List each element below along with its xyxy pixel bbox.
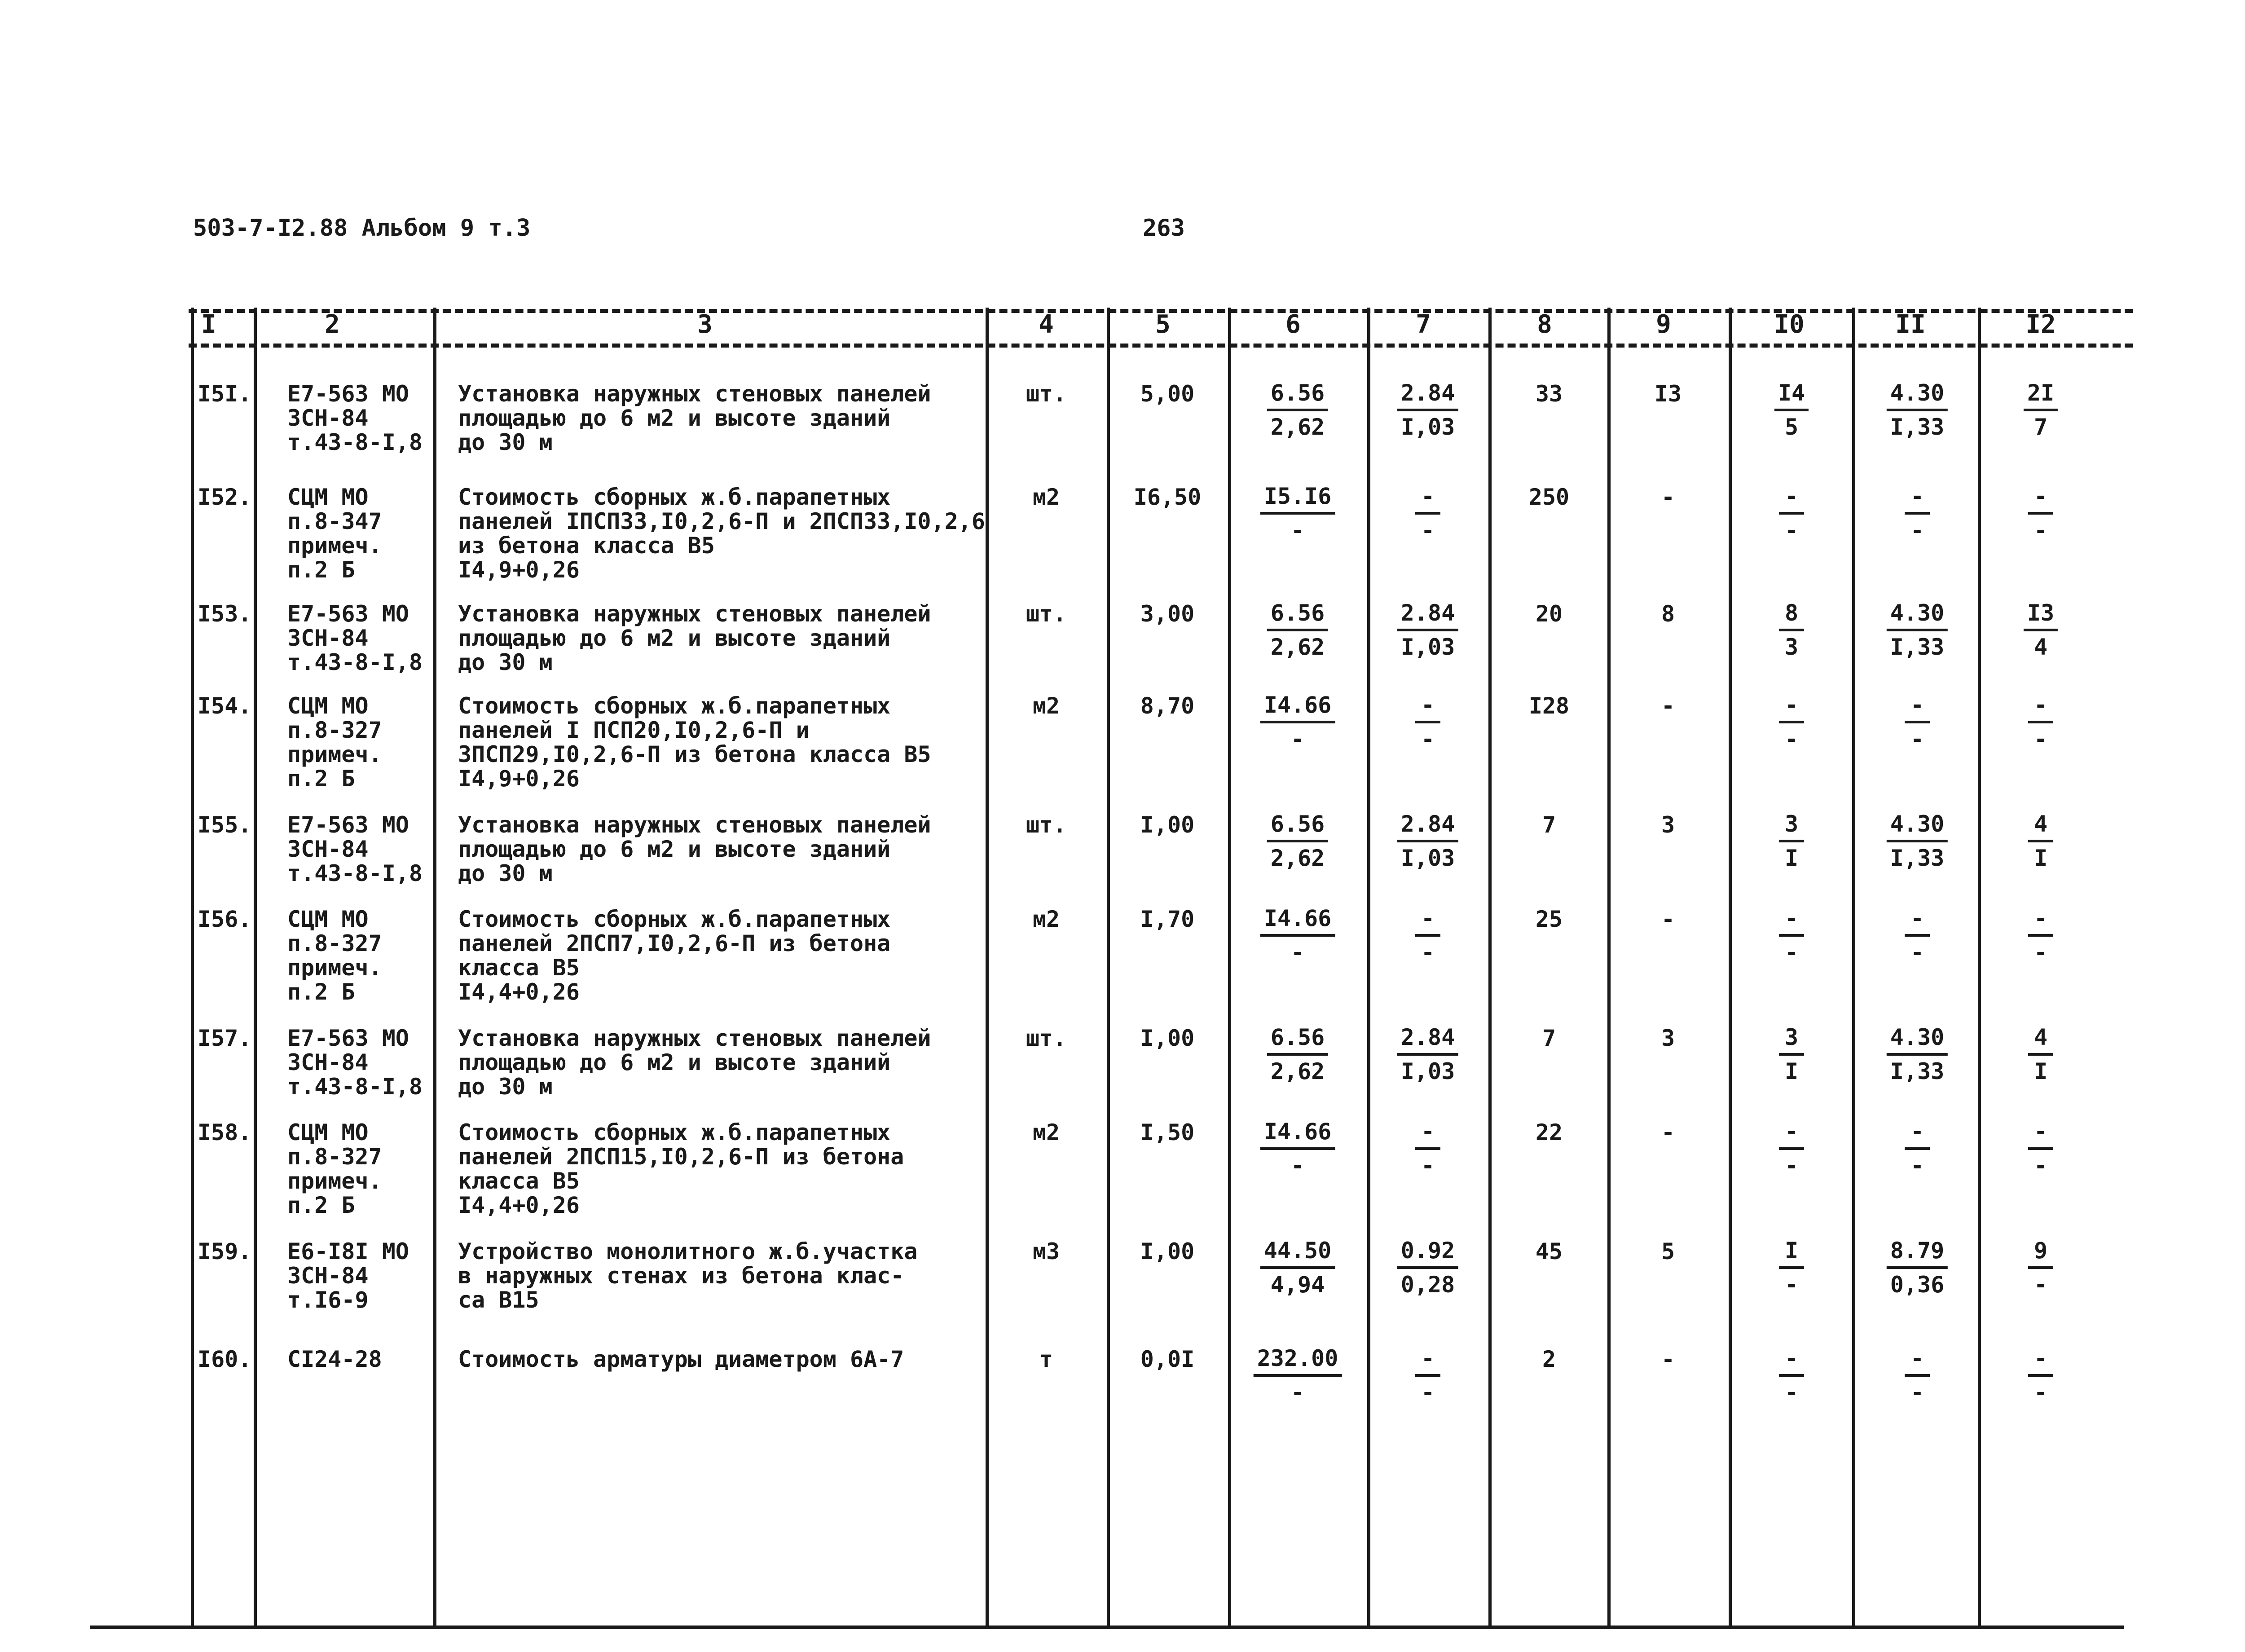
col10-value-top: 3 bbox=[1779, 1022, 1804, 1056]
col11-value-top: 8.79 bbox=[1887, 1235, 1948, 1269]
norm-code: СЦМ МО п.8-347 примеч. п.2 Б bbox=[287, 484, 382, 583]
col10-value-top: - bbox=[1779, 903, 1804, 937]
col6-value bbox=[1260, 689, 1335, 755]
col7-value-top: 0.92 bbox=[1397, 1235, 1458, 1269]
column-rule bbox=[1107, 308, 1110, 1628]
row-number: I52. bbox=[198, 484, 252, 510]
work-description: Установка наружных стеновых панелей площадью до 6 м2 и высоте зданий до 30 м bbox=[458, 1025, 931, 1100]
col12-value-top: - bbox=[2028, 903, 2053, 937]
col7-value-top: 2.84 bbox=[1397, 1022, 1458, 1056]
quantity: I,00 bbox=[1140, 1238, 1195, 1264]
col10-value bbox=[1774, 377, 1809, 443]
col9-value: 5 bbox=[1661, 1238, 1675, 1264]
col7-value-top: - bbox=[1415, 903, 1440, 937]
quantity: I,70 bbox=[1140, 906, 1195, 932]
col11-value-top: - bbox=[1905, 689, 1930, 723]
col6-value-top: I4.66 bbox=[1260, 903, 1335, 937]
unit: м2 bbox=[1032, 1119, 1060, 1145]
col12-value bbox=[2024, 597, 2058, 663]
col6-value bbox=[1267, 1022, 1328, 1087]
norm-code: Е7-563 МО ЗСН-84 т.43-8-I,8 bbox=[287, 812, 423, 886]
col8-value: I28 bbox=[1528, 693, 1570, 719]
row-number: I5I. bbox=[198, 381, 252, 407]
col10-value-bottom: I bbox=[1784, 845, 1799, 871]
unit: шт. bbox=[1026, 601, 1067, 627]
column-number: I0 bbox=[1774, 310, 1805, 339]
column-rule bbox=[1367, 308, 1370, 1628]
row-number: I57. bbox=[198, 1025, 252, 1051]
col6-value bbox=[1260, 903, 1335, 968]
col8-value: 33 bbox=[1535, 381, 1563, 407]
col11-value bbox=[1887, 1235, 1948, 1300]
col12-value-top: I3 bbox=[2024, 597, 2058, 631]
col10-value bbox=[1779, 808, 1804, 874]
col6-value-bottom: 2,62 bbox=[1270, 845, 1325, 871]
col11-value bbox=[1887, 597, 1948, 663]
unit: м2 bbox=[1032, 693, 1060, 719]
norm-code: Е7-563 МО ЗСН-84 т.43-8-I,8 bbox=[287, 1025, 423, 1100]
column-number: 8 bbox=[1537, 310, 1552, 339]
column-number: 3 bbox=[697, 310, 713, 339]
page-number: 263 bbox=[1143, 215, 1185, 242]
col12-value-bottom: - bbox=[2034, 1153, 2048, 1179]
col10-value-top: - bbox=[1779, 1116, 1804, 1150]
col11-value-top: - bbox=[1905, 903, 1930, 937]
col6-value-bottom: - bbox=[1290, 1153, 1305, 1179]
col7-value-bottom: - bbox=[1421, 1379, 1435, 1405]
col11-value-top: - bbox=[1905, 480, 1930, 515]
col10-value bbox=[1779, 1343, 1804, 1408]
column-rule bbox=[1607, 308, 1611, 1628]
col8-value: 20 bbox=[1535, 601, 1563, 627]
work-description: Устройство монолитного ж.б.участка в наружных стенах из бетона клас- са В15 bbox=[458, 1238, 918, 1313]
document-code: 503-7-I2.88 Альбом 9 т.3 bbox=[193, 215, 531, 242]
unit: шт. bbox=[1026, 381, 1067, 407]
col12-value bbox=[2028, 1235, 2053, 1300]
col6-value-top: 232.00 bbox=[1254, 1343, 1342, 1377]
col6-value-top: I4.66 bbox=[1260, 1116, 1335, 1150]
col11-value-bottom: 0,36 bbox=[1890, 1272, 1945, 1298]
col7-value-bottom: - bbox=[1421, 1153, 1435, 1179]
col7-value-top: - bbox=[1415, 689, 1440, 723]
col10-value-bottom: - bbox=[1784, 1379, 1799, 1405]
row-number: I56. bbox=[198, 906, 252, 932]
col7-value-top: - bbox=[1415, 480, 1440, 515]
col9-value: 3 bbox=[1661, 812, 1675, 838]
col10-value-top: - bbox=[1779, 689, 1804, 723]
col9-value: - bbox=[1661, 484, 1675, 510]
quantity: 0,0I bbox=[1140, 1346, 1195, 1372]
col10-value-top: 8 bbox=[1779, 597, 1804, 631]
col12-value-bottom: - bbox=[2034, 726, 2048, 752]
column-rule bbox=[1488, 308, 1492, 1628]
col6-value bbox=[1267, 808, 1328, 874]
col7-value-bottom: 0,28 bbox=[1400, 1272, 1455, 1298]
col9-value: 8 bbox=[1661, 601, 1675, 627]
work-description: Установка наружных стеновых панелей площадью до 6 м2 и высоте зданий до 30 м bbox=[458, 601, 931, 675]
col8-value: 25 bbox=[1535, 906, 1563, 932]
column-number: 4 bbox=[1039, 310, 1054, 339]
col12-value-bottom: I bbox=[2034, 1058, 2048, 1084]
work-description: Стоимость сборных ж.б.парапетных панелей IПСП33,I0,2,6-П и 2ПСП33,I0,2,6 из бетона класса В5 I4,9+0,26 bbox=[458, 484, 985, 583]
col12-value-bottom: I bbox=[2034, 845, 2048, 871]
col8-value: 45 bbox=[1535, 1238, 1563, 1264]
quantity: 8,70 bbox=[1140, 693, 1195, 719]
col7-value-top: - bbox=[1415, 1116, 1440, 1150]
col11-value bbox=[1905, 1343, 1930, 1408]
col12-value-top: - bbox=[2028, 1116, 2053, 1150]
col6-value-top: 6.56 bbox=[1267, 1022, 1328, 1056]
column-number: 2 bbox=[325, 310, 340, 339]
col12-value-top: 4 bbox=[2028, 808, 2053, 842]
col11-value-bottom: - bbox=[1910, 1379, 1924, 1405]
quantity: 3,00 bbox=[1140, 601, 1195, 627]
col6-value bbox=[1254, 1343, 1342, 1408]
col11-value-top: - bbox=[1905, 1343, 1930, 1377]
column-number: I bbox=[201, 310, 216, 339]
col6-value-bottom: 2,62 bbox=[1270, 634, 1325, 660]
col10-value-top: - bbox=[1779, 1343, 1804, 1377]
unit: м3 bbox=[1032, 1238, 1060, 1264]
col12-value bbox=[2028, 1116, 2053, 1181]
unit: т bbox=[1039, 1346, 1053, 1372]
col6-value-bottom: - bbox=[1290, 726, 1305, 752]
col10-value bbox=[1779, 1022, 1804, 1087]
col12-value-bottom: 4 bbox=[2034, 634, 2048, 660]
quantity: I,00 bbox=[1140, 812, 1195, 838]
col10-value-top: 3 bbox=[1779, 808, 1804, 842]
col11-value bbox=[1887, 377, 1948, 443]
work-description: Стоимость сборных ж.б.парапетных панелей 2ПСП7,I0,2,6-П из бетона класса В5 I4,4+0,26 bbox=[458, 906, 891, 1005]
col11-value bbox=[1905, 689, 1930, 755]
row-number: I55. bbox=[198, 812, 252, 838]
col11-value-bottom: I,33 bbox=[1890, 634, 1945, 660]
col10-value-bottom: - bbox=[1784, 1272, 1799, 1298]
column-rule bbox=[1228, 308, 1231, 1628]
quantity: I,00 bbox=[1140, 1025, 1195, 1051]
unit: м2 bbox=[1032, 906, 1060, 932]
col6-value bbox=[1267, 377, 1328, 443]
col11-value-bottom: - bbox=[1910, 1153, 1924, 1179]
col6-value-bottom: 4,94 bbox=[1270, 1272, 1325, 1298]
column-number: 5 bbox=[1155, 310, 1171, 339]
column-number: 7 bbox=[1416, 310, 1431, 339]
col11-value bbox=[1905, 480, 1930, 546]
col7-value bbox=[1415, 1116, 1440, 1181]
col10-value-top: - bbox=[1779, 480, 1804, 515]
col7-value-bottom: I,03 bbox=[1400, 634, 1455, 660]
norm-code: СЦМ МО п.8-327 примеч. п.2 Б bbox=[287, 906, 382, 1005]
column-number: II bbox=[1895, 310, 1926, 339]
unit: шт. bbox=[1026, 1025, 1067, 1051]
col8-value: 7 bbox=[1542, 1025, 1556, 1051]
col11-value-bottom: I,33 bbox=[1890, 1058, 1945, 1084]
col12-value bbox=[2028, 1022, 2053, 1087]
col7-value-top: 2.84 bbox=[1397, 808, 1458, 842]
col6-value-bottom: - bbox=[1290, 517, 1305, 543]
col11-value-top: 4.30 bbox=[1887, 597, 1948, 631]
col8-value: 250 bbox=[1528, 484, 1570, 510]
work-description: Стоимость сборных ж.б.парапетных панелей 2ПСП15,I0,2,6-П из бетона класса В5 I4,4+0,26 bbox=[458, 1119, 904, 1218]
col6-value-top: I4.66 bbox=[1260, 689, 1335, 723]
row-number: I53. bbox=[198, 601, 252, 627]
col10-value-top: I4 bbox=[1774, 377, 1809, 411]
col7-value-bottom: I,03 bbox=[1400, 845, 1455, 871]
col6-value bbox=[1260, 1116, 1335, 1181]
col6-value-top: 44.50 bbox=[1260, 1235, 1335, 1269]
col11-value bbox=[1887, 1022, 1948, 1087]
col7-value-top: 2.84 bbox=[1397, 597, 1458, 631]
col12-value bbox=[2024, 377, 2058, 443]
col11-value-bottom: I,33 bbox=[1890, 414, 1945, 440]
col6-value-bottom: 2,62 bbox=[1270, 414, 1325, 440]
col12-value-bottom: - bbox=[2034, 1379, 2048, 1405]
col12-value-top: - bbox=[2028, 1343, 2053, 1377]
col7-value-top: - bbox=[1415, 1343, 1440, 1377]
col7-value bbox=[1397, 808, 1458, 874]
col11-value bbox=[1887, 808, 1948, 874]
column-rule bbox=[1978, 308, 1981, 1628]
row-number: I59. bbox=[198, 1238, 252, 1264]
col6-value-bottom: 2,62 bbox=[1270, 1058, 1325, 1084]
col12-value bbox=[2028, 808, 2053, 874]
col7-value bbox=[1397, 597, 1458, 663]
col10-value bbox=[1779, 597, 1804, 663]
norm-code: СI24-28 bbox=[287, 1346, 382, 1372]
work-description: Стоимость арматуры диаметром 6А-7 bbox=[458, 1346, 904, 1372]
col10-value bbox=[1779, 480, 1804, 546]
row-number: I54. bbox=[198, 693, 252, 719]
column-rule bbox=[254, 308, 257, 1628]
col11-value-top: 4.30 bbox=[1887, 1022, 1948, 1056]
col11-value-top: 4.30 bbox=[1887, 808, 1948, 842]
col7-value-top: 2.84 bbox=[1397, 377, 1458, 411]
col10-value bbox=[1779, 903, 1804, 968]
col12-value-bottom: - bbox=[2034, 517, 2048, 543]
col8-value: 2 bbox=[1542, 1346, 1556, 1372]
column-number: 6 bbox=[1285, 310, 1301, 339]
unit: м2 bbox=[1032, 484, 1060, 510]
col10-value bbox=[1779, 1235, 1804, 1300]
col12-value bbox=[2028, 903, 2053, 968]
col6-value bbox=[1260, 480, 1335, 546]
col12-value-bottom: - bbox=[2034, 1272, 2048, 1298]
col11-value-bottom: - bbox=[1910, 517, 1924, 543]
col12-value-bottom: 7 bbox=[2034, 414, 2048, 440]
column-rule bbox=[191, 308, 194, 1628]
col10-value bbox=[1779, 1116, 1804, 1181]
column-rule bbox=[433, 308, 436, 1628]
col6-value-bottom: - bbox=[1290, 939, 1305, 965]
col6-value-top: 6.56 bbox=[1267, 377, 1328, 411]
col7-value-bottom: - bbox=[1421, 517, 1435, 543]
col12-value-top: - bbox=[2028, 689, 2053, 723]
norm-code: СЦМ МО п.8-327 примеч. п.2 Б bbox=[287, 1119, 382, 1218]
work-description: Стоимость сборных ж.б.парапетных панелей I ПСП20,I0,2,6-П и ЗПСП29,I0,2,6-П из бетона класса В5 I4,9+0,26 bbox=[458, 693, 931, 792]
col7-value bbox=[1397, 1022, 1458, 1087]
col10-value-bottom: I bbox=[1784, 1058, 1799, 1084]
col9-value: - bbox=[1661, 1119, 1675, 1145]
row-number: I58. bbox=[198, 1119, 252, 1145]
col9-value: 3 bbox=[1661, 1025, 1675, 1051]
col10-value-bottom: 3 bbox=[1784, 634, 1799, 660]
work-description: Установка наружных стеновых панелей площадью до 6 м2 и высоте зданий до 30 м bbox=[458, 812, 931, 886]
col8-value: 7 bbox=[1542, 812, 1556, 838]
col6-value-top: 6.56 bbox=[1267, 808, 1328, 842]
work-description: Установка наружных стеновых панелей площадью до 6 м2 и высоте зданий до 30 м bbox=[458, 381, 931, 455]
col7-value bbox=[1415, 689, 1440, 755]
norm-code: Е6-I8I МО ЗСН-84 т.I6-9 bbox=[287, 1238, 409, 1313]
header-bottom-rule bbox=[189, 344, 2133, 348]
col6-value-top: 6.56 bbox=[1267, 597, 1328, 631]
col9-value: - bbox=[1661, 1346, 1675, 1372]
col11-value-top: - bbox=[1905, 1116, 1930, 1150]
col7-value-bottom: - bbox=[1421, 726, 1435, 752]
col6-value bbox=[1267, 597, 1328, 663]
col9-value: - bbox=[1661, 906, 1675, 932]
col10-value-top: I bbox=[1779, 1235, 1804, 1269]
norm-code: Е7-563 МО ЗСН-84 т.43-8-I,8 bbox=[287, 381, 423, 455]
row-number: I60. bbox=[198, 1346, 252, 1372]
column-rule bbox=[1852, 308, 1855, 1628]
col11-value-top: 4.30 bbox=[1887, 377, 1948, 411]
quantity: 5,00 bbox=[1140, 381, 1195, 407]
col10-value-bottom: - bbox=[1784, 726, 1799, 752]
quantity: I6,50 bbox=[1133, 484, 1202, 510]
col10-value bbox=[1779, 689, 1804, 755]
norm-code: СЦМ МО п.8-327 примеч. п.2 Б bbox=[287, 693, 382, 792]
col12-value-top: 9 bbox=[2028, 1235, 2053, 1269]
column-rule bbox=[986, 308, 989, 1628]
col12-value bbox=[2028, 480, 2053, 546]
col12-value-top: 2I bbox=[2024, 377, 2058, 411]
col6-value-bottom: - bbox=[1290, 1379, 1305, 1405]
col11-value bbox=[1905, 1116, 1930, 1181]
col7-value-bottom: - bbox=[1421, 939, 1435, 965]
col11-value-bottom: - bbox=[1910, 726, 1924, 752]
col12-value bbox=[2028, 1343, 2053, 1408]
col8-value: 22 bbox=[1535, 1119, 1563, 1145]
col12-value bbox=[2028, 689, 2053, 755]
unit: шт. bbox=[1026, 812, 1067, 838]
col7-value-bottom: I,03 bbox=[1400, 1058, 1455, 1084]
column-number: I2 bbox=[2025, 310, 2056, 339]
col10-value-bottom: 5 bbox=[1784, 414, 1799, 440]
col7-value bbox=[1415, 480, 1440, 546]
norm-code: Е7-563 МО ЗСН-84 т.43-8-I,8 bbox=[287, 601, 423, 675]
column-rule bbox=[1729, 308, 1732, 1628]
col12-value-bottom: - bbox=[2034, 939, 2048, 965]
col7-value bbox=[1415, 903, 1440, 968]
col7-value-bottom: I,03 bbox=[1400, 414, 1455, 440]
col6-value-top: I5.I6 bbox=[1260, 480, 1335, 515]
col12-value-top: - bbox=[2028, 480, 2053, 515]
col6-value bbox=[1260, 1235, 1335, 1300]
col7-value bbox=[1397, 377, 1458, 443]
col7-value bbox=[1397, 1235, 1458, 1300]
col9-value: I3 bbox=[1654, 381, 1682, 407]
col11-value-bottom: I,33 bbox=[1890, 845, 1945, 871]
col7-value bbox=[1415, 1343, 1440, 1408]
column-number: 9 bbox=[1656, 310, 1671, 339]
col10-value-bottom: - bbox=[1784, 517, 1799, 543]
quantity: I,50 bbox=[1140, 1119, 1195, 1145]
col10-value-bottom: - bbox=[1784, 1153, 1799, 1179]
col9-value: - bbox=[1661, 693, 1675, 719]
col11-value-bottom: - bbox=[1910, 939, 1924, 965]
col10-value-bottom: - bbox=[1784, 939, 1799, 965]
col12-value-top: 4 bbox=[2028, 1022, 2053, 1056]
col11-value bbox=[1905, 903, 1930, 968]
